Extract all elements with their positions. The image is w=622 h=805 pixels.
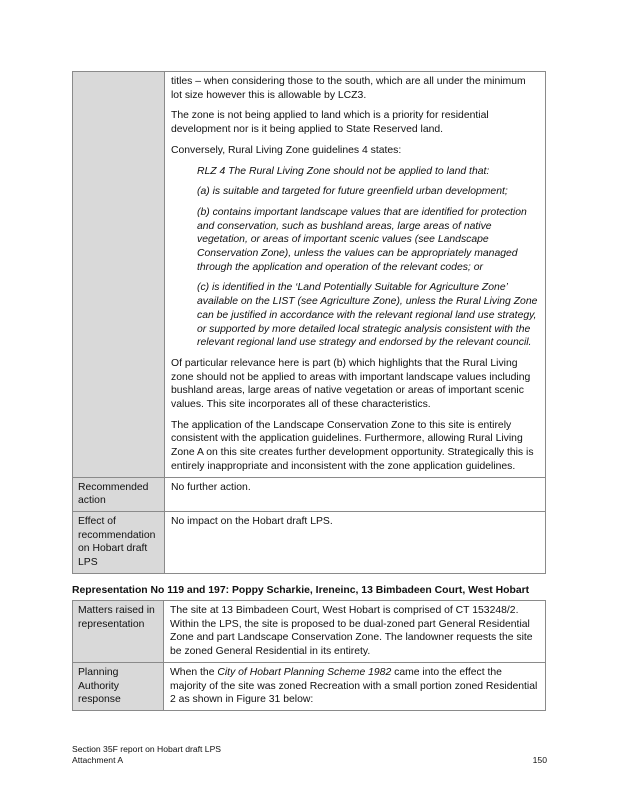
footer-line: Attachment A — [72, 755, 124, 765]
table-row — [73, 662, 546, 710]
page-footer — [72, 744, 221, 766]
table-row — [73, 601, 546, 663]
footer-line: Section 35F report on Hobart draft LPS — [72, 744, 222, 754]
guideline-quote: RLZ 4 The Rural Living Zone should not be applied to land that: — [197, 165, 490, 177]
row-label-effect: Effect of recommendation on Hobart draft LPS — [73, 511, 165, 573]
effect-text: No impact on the Hobart draft LPS. — [165, 511, 546, 573]
paragraph: The zone is not being applied to land which is a priority for residential development nor is it being applied to State Reserved land. — [171, 110, 489, 136]
representation-heading: Representation No 119 and 197: Poppy Scharkie, Ireneinc, 13 Bimbadeen Court, West Hobart — [72, 585, 530, 596]
recommended-action-text: No further action. — [165, 477, 546, 511]
row-label-response: Planning Authority response — [73, 662, 164, 710]
matters-text: The site at 13 Bimbadeen Court, West Hobart is comprised of CT 153248/2. Within the LPS, the site is proposed to be dual-zoned part General Residential Zone and part Landscape Conservation Zone. The landowner requests the site be zoned General Residential in its entirety. — [164, 601, 546, 663]
representation-table — [72, 600, 546, 711]
paragraph: Of particular relevance here is part (b) which highlights that the Rural Living zone should not be applied to areas with important landscape values including bushland areas, large areas of native vegetation or areas of important scenic values. This site incorporates all of these characteristics. — [171, 357, 531, 411]
scheme-title: City of Hobart Planning Scheme 1982 — [217, 666, 392, 678]
planning-response-continued — [165, 72, 546, 478]
table-row — [73, 477, 546, 511]
representation-table-continued — [72, 71, 546, 574]
guideline-quote: (c) is identified in the ‘Land Potentially Suitable for Agriculture Zone’ available on the LIST (see Agriculture Zone), unless the Rural Living Zone can be justified in accordance with the relevant regional land use strategy, or supported by more detailed local strategic analysis consistent with the relevant regional land use strategy and endorsed by the relevant council. — [197, 282, 538, 349]
table-row — [73, 511, 546, 573]
row-label-recommended-action: Recommended action — [73, 477, 165, 511]
guideline-quote: (a) is suitable and targeted for future greenfield urban development; — [197, 186, 508, 198]
row-label-empty — [73, 72, 165, 478]
response-text-after: came into the effect the majority of the site was zoned Recreation with a small portion zoned Residential 2 as shown in Figure 31 below: — [170, 666, 538, 706]
paragraph: Conversely, Rural Living Zone guidelines 4 states: — [171, 144, 402, 156]
guideline-quote: (b) contains important landscape values that are identified for protection and conservation, such as bushland areas, large areas of native vegetation, or areas of important scenic values (see Landscape Conservation Zone), unless the values can be appropriately managed through the application and operation of the relevant codes; or — [197, 206, 527, 273]
response-text — [164, 662, 546, 710]
row-label-matters: Matters raised in representation — [73, 601, 164, 663]
page-number: 150 — [532, 755, 547, 765]
paragraph: titles – when considering those to the south, which are all under the minimum lot size however this is allowable by LCZ3. — [171, 76, 526, 101]
paragraph: The application of the Landscape Conservation Zone to this site is entirely consistent with the application guidelines. Furthermore, allowing Rural Living Zone A on this site creates further development opportunity. Strategically this is entirely inappropriate and inconsistent with the zone application guidelines. — [171, 419, 534, 472]
table-row — [73, 72, 546, 478]
response-text-before: When the — [170, 666, 218, 678]
